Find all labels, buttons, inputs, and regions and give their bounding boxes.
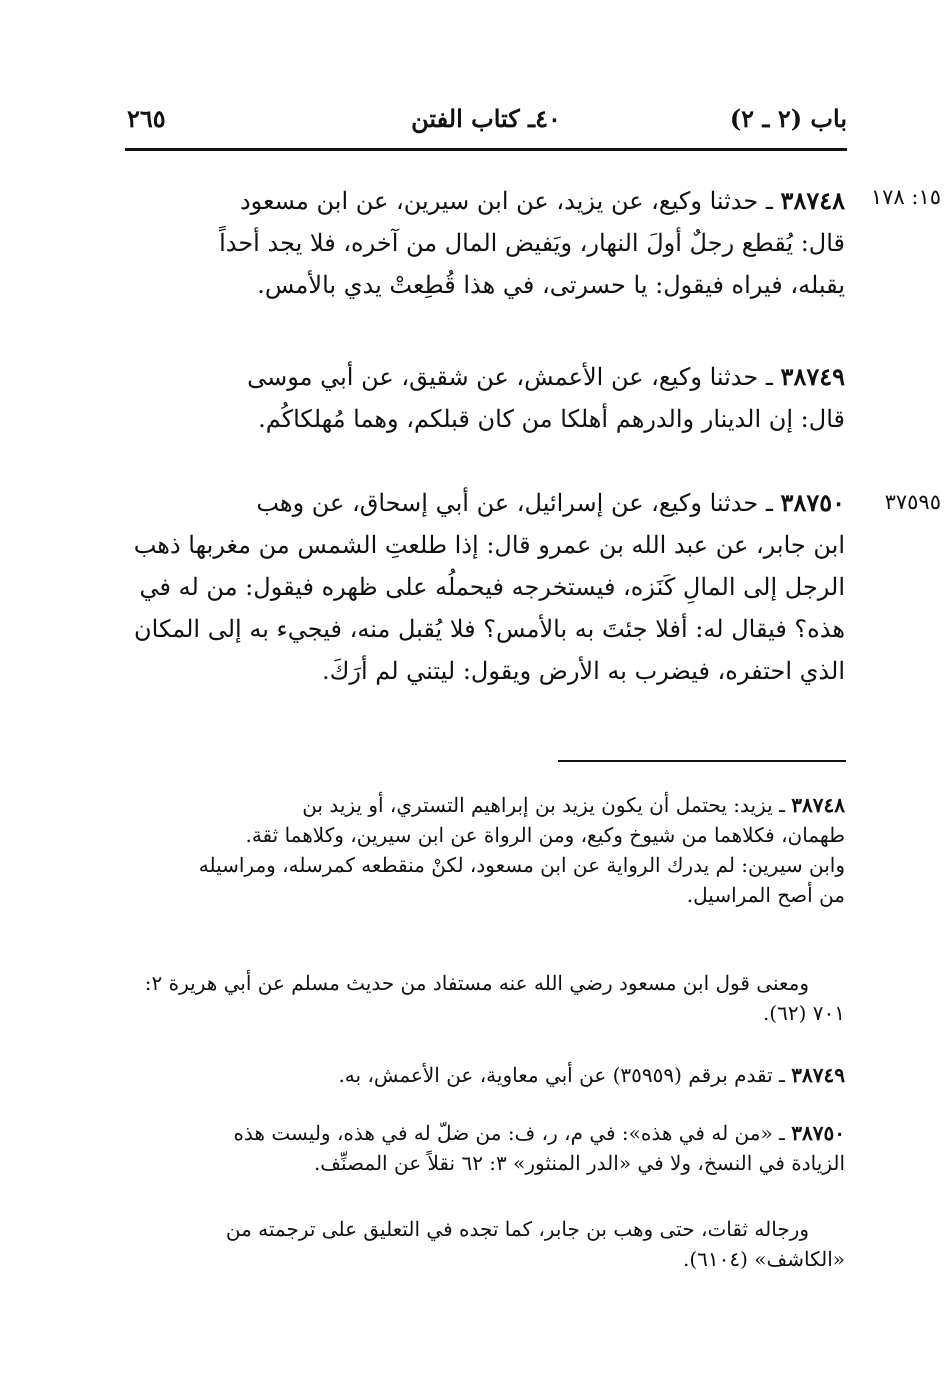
- hadith-number: ٣٨٧٤٨: [780, 186, 845, 215]
- footnote-line: [128, 790, 845, 820]
- header-rule: [125, 148, 847, 151]
- footnote-text: ـ يزيد: يحتمل أن يكون يزيد بن إبراهيم التستري، أو يزيد بن: [302, 793, 785, 817]
- footnote: [128, 1118, 845, 1178]
- footnote-line: من أصح المراسيل.: [686, 883, 845, 907]
- footnote-line: ٧٠١ (٦٢).: [762, 1001, 845, 1025]
- entry-text: ـ حدثنا وكيع، عن إسرائيل، عن أبي إسحاق، عن وهب: [256, 489, 773, 517]
- running-header: [125, 100, 847, 148]
- entry-line: [128, 482, 845, 524]
- entry-line: يقبله، فيراه فيقول: يا حسرتى، في هذا قُطِعتْ يدي بالأمس.: [257, 271, 845, 299]
- page-number: ٢٦٥: [127, 104, 166, 133]
- entry-line: [128, 356, 845, 398]
- footnote-text: ـ «من له في هذه»: في م، ر، ف: من ضلّ له في هذه، وليست هذه: [233, 1121, 785, 1145]
- footnote-line: ومعنى قول ابن مسعود رضي الله عنه مستفاد من حديث مسلم عن أبي هريرة ٢:: [144, 971, 809, 995]
- entry-line: الرجل إلى المالِ كَنَزه، فيستخرجه فيحملُه على ظهره فيقول: من له في: [139, 573, 845, 601]
- entry-line: الذي احتفره، فيضرب به الأرض ويقول: ليتني لم أرَكَ.: [321, 657, 845, 685]
- footnote-line: «الكاشف» (٦١٠٤).: [682, 1247, 845, 1271]
- entry-line: قال: يُقطع رجلٌ أولَ النهار، ويَفيض المال من آخره، فلا يجد أحداً: [219, 229, 845, 257]
- footnote-number: ٣٨٧٥٠: [791, 1121, 845, 1145]
- entry-text: ـ حدثنا وكيع، عن الأعمش، عن شقيق، عن أبي موسى: [247, 363, 773, 391]
- entry-line: هذه؟ فيقال له: أفلا جئتَ به بالأمس؟ فلا يُقبل منه، فيجيء به إلى المكان: [134, 615, 845, 643]
- footnote-number: ٣٨٧٤٩: [791, 1063, 845, 1087]
- entry-text: ـ حدثنا وكيع، عن يزيد، عن ابن سيرين، عن ابن مسعود: [239, 187, 773, 215]
- margin-reference: ١٥: ١٧٨: [870, 185, 941, 209]
- footnote-line: الزيادة في النسخ، ولا في «الدر المنثور» ٣: ٦٢ نقلاً عن المصنِّف.: [313, 1151, 845, 1175]
- hadith-number: ٣٨٧٤٩: [780, 362, 845, 391]
- margin-reference: ٣٧٥٩٥: [884, 490, 941, 514]
- chapter-reference: باب (٢ ـ ٢): [729, 104, 847, 133]
- footnote-line: [128, 1060, 845, 1090]
- footnote: [128, 790, 845, 910]
- hadith-number: ٣٨٧٥٠: [780, 488, 845, 517]
- book-title: ٤٠ـ كتاب الفتن: [411, 104, 561, 133]
- footnote-line: ورجاله ثقات، حتى وهب بن جابر، كما تجده في التعليق على ترجمته من: [225, 1217, 809, 1241]
- entry-line: قال: إن الدينار والدرهم أهلكا من كان قبلكم، وهما مُهلكاكُم.: [258, 405, 845, 433]
- hadith-entry: [128, 482, 845, 692]
- footnote-line: وابن سيرين: لم يدرك الرواية عن ابن مسعود، لكنْ منقطعه كمرسله، ومراسيله: [198, 853, 845, 877]
- entry-line: [128, 180, 845, 222]
- footnote-line: طهمان، فكلاهما من شيوخ وكيع، ومن الرواة عن ابن سيرين، وكلاهما ثقة.: [245, 823, 845, 847]
- entry-line: ابن جابر، عن عبد الله بن عمرو قال: إذا طلعتِ الشمس من مغربها ذهب: [133, 531, 845, 559]
- footnote: [128, 1214, 845, 1274]
- footnote-number: ٣٨٧٤٨: [791, 793, 845, 817]
- footnote: [128, 1060, 845, 1090]
- footnote-line: [128, 1118, 845, 1148]
- hadith-entry: [128, 356, 845, 440]
- footnote-text: ـ تقدم برقم (٣٥٩٥٩) عن أبي معاوية، عن الأعمش، به.: [338, 1063, 785, 1087]
- hadith-entry: [128, 180, 845, 306]
- footnote: [128, 968, 845, 1028]
- footnote-separator: [558, 760, 846, 762]
